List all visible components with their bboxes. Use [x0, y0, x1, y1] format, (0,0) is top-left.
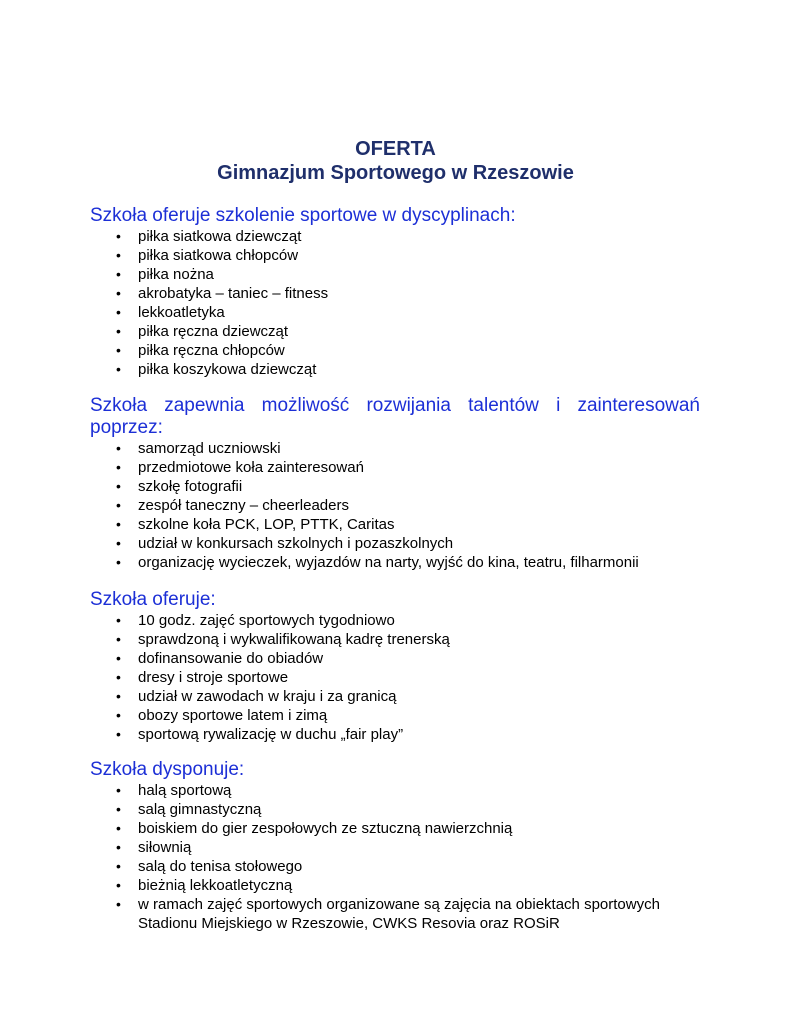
section-heading: Szkoła dysponuje: [90, 759, 245, 780]
section-heading: Szkoła zapewnia możliwość rozwijania talentów i zainteresowań poprzez: [90, 395, 700, 438]
section-talents [90, 395, 700, 572]
list-item-text: piłka siatkowa dziewcząt [138, 228, 302, 245]
bullet-icon: • [116, 650, 121, 666]
list-item-text: szkolne koła PCK, LOP, PTTK, Caritas [138, 516, 395, 533]
list-item-text: dofinansowanie do obiadów [138, 650, 324, 667]
bullet-icon: • [116, 877, 121, 893]
bullet-icon: • [116, 612, 121, 628]
bullet-icon: • [116, 440, 121, 456]
bullet-list [90, 227, 700, 379]
list-item-text: sprawdzoną i wykwalifikowaną kadrę trenerską [138, 631, 450, 648]
bullet-icon: • [116, 459, 121, 475]
bullet-icon: • [116, 304, 121, 320]
bullet-icon: • [116, 228, 121, 244]
list-item-text: salą do tenisa stołowego [138, 858, 303, 875]
bullet-icon: • [116, 478, 121, 494]
list-item-text: piłka nożna [138, 266, 214, 283]
list-item-text: boiskiem do gier zespołowych ze sztuczną nawierzchnią [138, 820, 513, 837]
list-item-text: lekkoatletyka [138, 304, 225, 321]
list-item-text: akrobatyka – taniec – fitness [138, 285, 329, 302]
list-item [90, 265, 700, 284]
list-item-text: obozy sportowe latem i zimą [138, 707, 328, 724]
list-item [90, 649, 700, 668]
list-item [90, 534, 700, 553]
bullet-icon: • [116, 535, 121, 551]
list-item [90, 284, 700, 303]
list-item [90, 227, 700, 246]
list-item [90, 876, 700, 895]
bullet-list [90, 439, 700, 572]
bullet-icon: • [116, 726, 121, 742]
list-item [90, 477, 700, 496]
list-item [90, 322, 700, 341]
list-item-text: udział w zawodach w kraju i za granicą [138, 688, 397, 705]
bullet-icon: • [116, 323, 121, 339]
list-item [90, 895, 698, 933]
list-item [90, 668, 700, 687]
bullet-icon: • [116, 820, 121, 836]
bullet-icon: • [116, 266, 121, 282]
list-item-text: bieżnią lekkoatletyczną [138, 877, 293, 894]
list-item [90, 515, 700, 534]
list-item [90, 553, 700, 572]
list-item [90, 246, 700, 265]
bullet-icon: • [116, 782, 121, 798]
list-item-text: szkołę fotografii [138, 478, 243, 495]
list-item-text: organizację wycieczek, wyjazdów na narty, wyjść do kina, teatru, filharmonii [138, 554, 639, 571]
bullet-list [90, 781, 700, 933]
bullet-icon: • [116, 631, 121, 647]
list-item [90, 630, 700, 649]
document-subtitle: Gimnazjum Sportowego w Rzeszowie [217, 162, 574, 184]
bullet-icon: • [116, 858, 121, 874]
bullet-icon: • [116, 801, 121, 817]
list-item [90, 706, 700, 725]
list-item-text: piłka siatkowa chłopców [138, 247, 299, 264]
section-offer [90, 589, 700, 744]
list-item-text: udział w konkursach szkolnych i pozaszkolnych [138, 535, 454, 552]
bullet-icon: • [116, 342, 121, 358]
list-item [90, 439, 700, 458]
list-item [90, 458, 700, 477]
list-item [90, 611, 700, 630]
list-item [90, 341, 700, 360]
bullet-icon: • [116, 497, 121, 513]
list-item-text: halą sportową [138, 782, 232, 799]
section-disciplines [90, 205, 700, 379]
bullet-icon: • [116, 839, 121, 855]
bullet-icon: • [116, 688, 121, 704]
list-item [90, 360, 700, 379]
list-item-text: piłka koszykowa dziewcząt [138, 361, 317, 378]
bullet-list [90, 611, 700, 744]
section-heading: Szkoła oferuje: [90, 589, 216, 610]
bullet-icon: • [116, 516, 121, 532]
list-item-text: dresy i stroje sportowe [138, 669, 289, 686]
list-item [90, 819, 700, 838]
list-item-text: zespół taneczny – cheerleaders [138, 497, 349, 514]
list-item-text: salą gimnastyczną [138, 801, 262, 818]
list-item-text: 10 godz. zajęć sportowych tygodniowo [138, 612, 395, 629]
list-item [90, 857, 700, 876]
section-facilities [90, 759, 700, 933]
list-item [90, 496, 700, 515]
bullet-icon: • [116, 361, 121, 377]
bullet-icon: • [116, 247, 121, 263]
list-item-text: przedmiotowe koła zainteresowań [138, 459, 364, 476]
list-item [90, 781, 700, 800]
list-item [90, 838, 700, 857]
bullet-icon: • [116, 707, 121, 723]
document-title: OFERTA [355, 138, 436, 160]
list-item [90, 687, 700, 706]
bullet-icon: • [116, 554, 121, 570]
bullet-icon: • [116, 896, 121, 912]
bullet-icon: • [116, 669, 121, 685]
bullet-icon: • [116, 285, 121, 301]
list-item [90, 800, 700, 819]
list-item-text: siłownią [138, 839, 192, 856]
list-item-text: sportową rywalizację w duchu „fair play” [138, 726, 404, 743]
list-item-text: w ramach zajęć sportowych organizowane są zajęcia na obiektach sportowych Stadionu Miejskiego w Rzeszowie, CWKS Resovia oraz ROSiR [138, 896, 660, 932]
list-item-text: piłka ręczna dziewcząt [138, 323, 289, 340]
list-item [90, 303, 700, 322]
list-item-text: samorząd uczniowski [138, 440, 281, 457]
section-heading: Szkoła oferuje szkolenie sportowe w dyscyplinach: [90, 205, 516, 226]
list-item-text: piłka ręczna chłopców [138, 342, 285, 359]
list-item [90, 725, 700, 744]
